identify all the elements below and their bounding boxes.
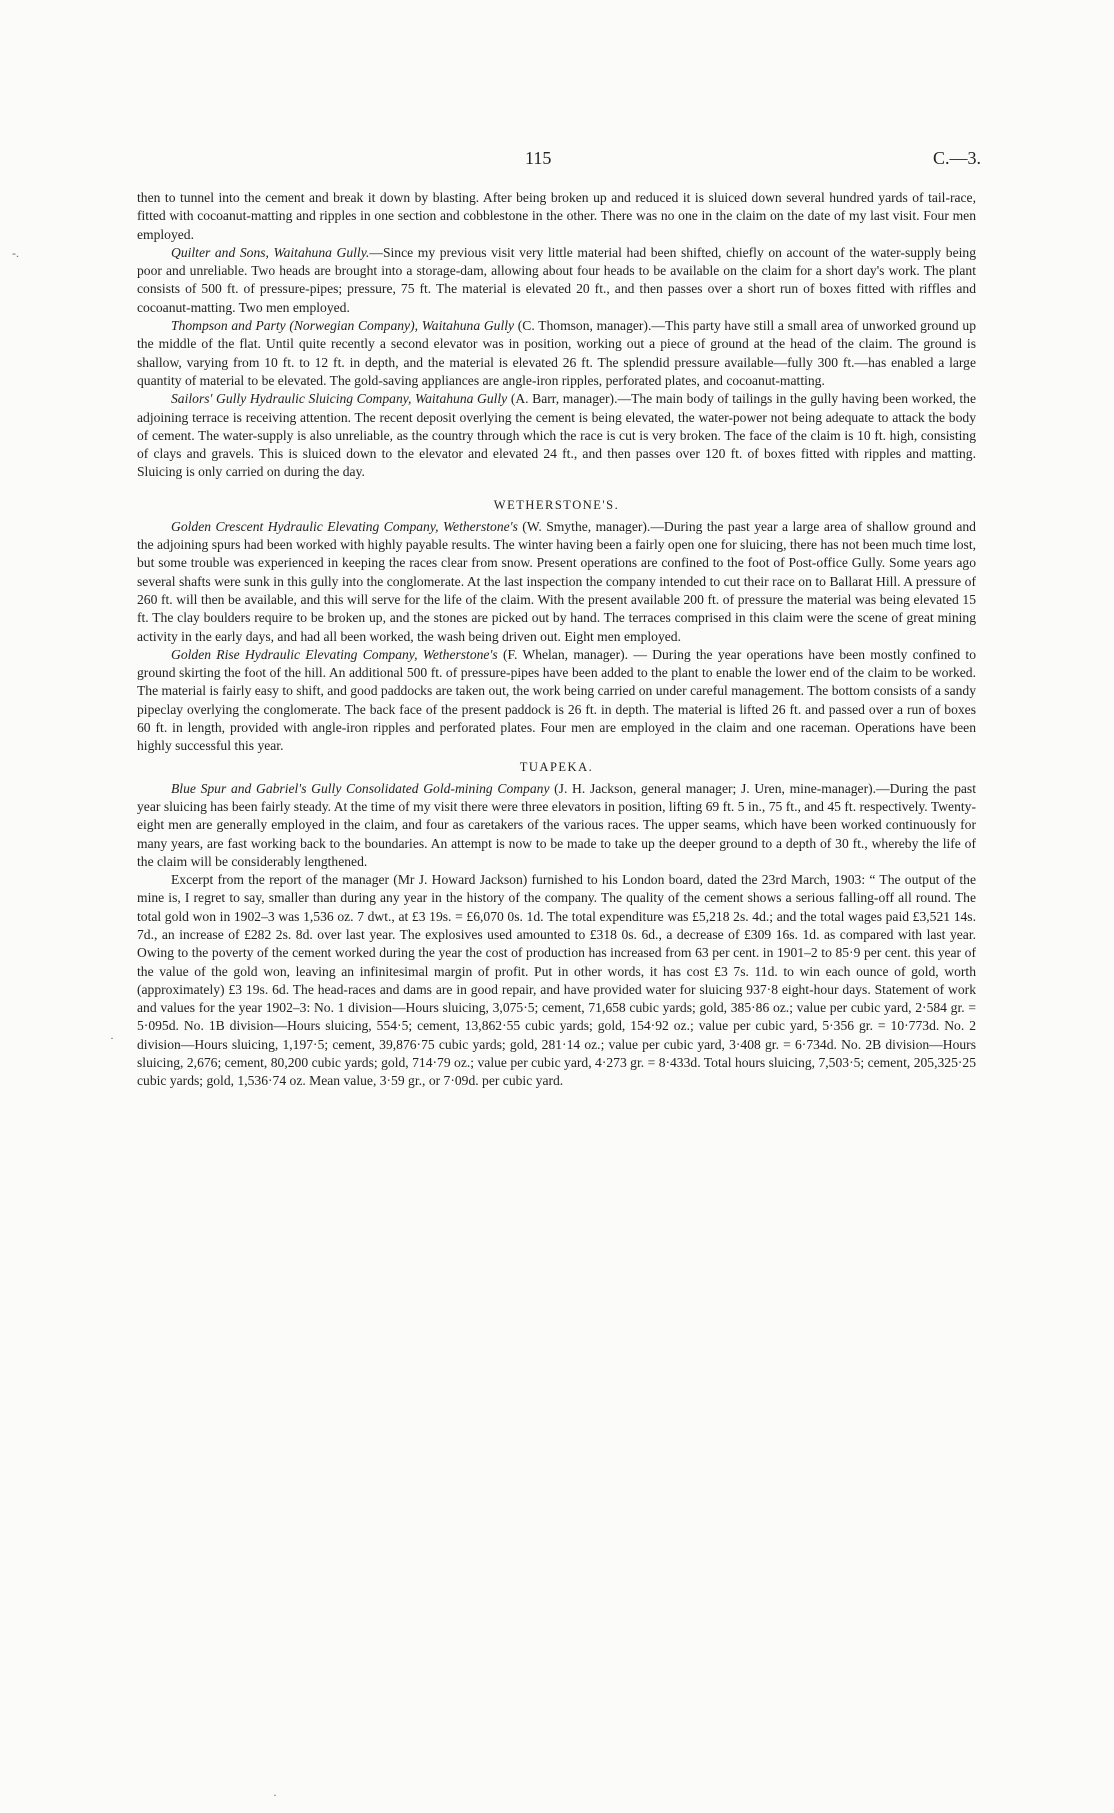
paragraph-manager-report-excerpt: Excerpt from the report of the manager (Mr J. Howard Jackson) furnished to his London board, dated the 23rd March, 1903: “ The output of the mine is, I regret to say, smaller than during any year in the history of the company. The quality of the cement shows a serious falling-off all round. The total gold won in 1902–3 was 1,536 oz. 7 dwt., at £3 19s. = £6,070 0s. 1d. The total expenditure was £5,218 2s. 4d.; and the total wages paid £3,521 14s. 7d., an increase of £282 2s. 8d. over last year. The explosives used amounted to £318 0s. 6d., a decrease of £309 16s. 1d. as compared with last year. Owing to the poverty of the cement worked during the year the cost of production has increased from 63 per cent. in 1901–2 to 85·9 per cent. this year of the value of the gold won, leaving an infinitesimal margin of profit. Put in other words, it has cost £3 7s. 11d. to win each ounce of gold, worth (approximately) £3 19s. 6d. The head-races and dams are in good repair, and have provided water for sluicing 937·8 eight-hour days. Statement of work and values for the year 1902–3: No. 1 division—Hours sluicing, 3,075·5; cement, 71,658 cubic yards; gold, 385·86 oz.; value per cubic yard, 2·584 gr. = 5·095d. No. 1B division—Hours sluicing, 554·5; cement, 13,862·55 cubic yards; gold, 154·92 oz.; value per cubic yard, 5·356 gr. = 10·773d. No. 2 division—Hours sluicing, 1,197·5; cement, 39,876·75 cubic yards; gold, 281·14 oz.; value per cubic yard, 3·408 gr. = 6·734d. No. 2B division—Hours sluicing, 2,676; cement, 80,200 cubic yards; gold, 714·79 oz.; value per cubic yard, 4·273 gr. = 8·433d. Total hours sluicing, 7,503·5; cement, 205,325·25 cubic yards; gold, 1,536·74 oz. Mean value, 3·59 gr., or 7·09d. per cubic yard. xyxy=(137,872,976,1089)
page-header xyxy=(0,148,1114,172)
margin-mark: · xyxy=(273,1788,277,1802)
paragraph-text: (F. Whelan, manager). — During the year operations have been mostly confined to ground skirting the foot of the hill. An additional 500 ft. of pressure-pipes have been added to the plant to enable the lower end of the claim to be worked. The material is fairly easy to shift, and good paddocks are taken out, the work being carried on under careful management. The bottom consists of a sandy pipeclay overlying the conglomerate. The back face of the present paddock is 26 ft. in depth. The material is lifted 26 ft. and passed over a run of boxes 60 ft. in length, provided with angle-iron ripples and perforated plates. Four men are employed in the claim and one raceman. Operations have been highly successful this year. xyxy=(137,646,976,754)
margin-mark: -. xyxy=(12,246,19,260)
paragraph-text: (C. Thomson, manager).—This party have still a small area of unworked ground up the middle of the flat. Until quite recently a second elevator was in position, working out a piece of ground at the head of the claim. The ground is shallow, varying from 10 ft. to 12 ft. in depth, and the material is elevated 26 ft. The splendid pressure available—fully 300 ft.—has enabled a large quantity of material to be elevated. The gold-saving appliances are angle-iron ripples, perforated plates, and cocoanut-matting. xyxy=(137,318,976,388)
claim-title: Blue Spur and Gabriel's Gully Consolidated Gold-mining Company xyxy=(171,780,550,796)
document-body xyxy=(137,189,976,1091)
paragraph-text: (J. H. Jackson, general manager; J. Uren, mine-manager).—During the past year sluicing has been fairly steady. At the time of my visit there were three elevators in position, lifting 69 ft. 5 in., 75 ft., and 45 ft. respectively. Twenty-eight men are generally employed in the claim, and four as caretakers of the various races. The upper seams, which have been worked continuously for many years, are fast working back to the boundaries. An attempt is now to be made to take up the deeper ground to a depth of 30 ft., whereby the life of the claim will be considerably lengthened. xyxy=(137,780,976,869)
section-heading-tuapeka: TUAPEKA. xyxy=(519,759,594,774)
claim-title: Quilter and Sons, Waitahuna Gully. xyxy=(171,244,370,260)
paragraph-text: —Since my previous visit very little material had been shifted, chiefly on account of the water-supply being poor and unreliable. Two heads are brought into a storage-dam, allowing about four heads to be available on the claim for a short day's work. The plant consists of 500 ft. of pressure-pipes; pressure, 75 ft. The material is elevated 20 ft., and then passes over a short run of boxes fitted with riffles and cocoanut-matting. Two men employed. xyxy=(137,244,976,315)
paragraph-quilter-and-sons xyxy=(137,244,976,317)
section-heading-wetherstones: WETHERSTONE'S. xyxy=(493,497,620,512)
margin-mark: · xyxy=(110,1031,114,1045)
paragraph-text: (A. Barr, manager).—The main body of tailings in the gully having been worked, the adjoining terrace is receiving attention. The recent deposit overlying the cement is being elevated, the water-power not being adequate to attack the body of cement. The water-supply is also unreliable, as the country through which the race is cut is very broken. The face of the claim is 10 ft. high, consisting of clays and gravels. This is sluiced down to the elevator and elevated 24 ft., and then passes over 120 ft. of boxes fitted with ripples and matting. Sluicing is only carried on during the day. xyxy=(137,391,976,480)
page-number: 115 xyxy=(525,148,552,168)
paragraph-golden-crescent xyxy=(137,518,976,646)
claim-title: Sailors' Gully Hydraulic Sluicing Company, Waitahuna Gully xyxy=(171,391,508,407)
claim-title: Thompson and Party (Norwegian Company), Waitahuna Gully xyxy=(171,318,515,334)
claim-title: Golden Crescent Hydraulic Elevating Company, Wetherstone's xyxy=(171,518,518,534)
paragraph-continuation: then to tunnel into the cement and break it down by blasting. After being broken up and reduced it is sluiced down several hundred yards of tail-race, fitted with cocoanut-matting and ripples in one section and cobblestone in the other. There was no one in the claim on the date of my last visit. Four men employed. xyxy=(137,190,976,242)
paragraph-sailors-gully xyxy=(137,390,976,481)
paragraph-blue-spur xyxy=(137,780,976,871)
paragraph-thompson-and-party xyxy=(137,317,976,390)
document-reference: C.—3. xyxy=(932,148,981,168)
claim-title: Golden Rise Hydraulic Elevating Company, Wetherstone's xyxy=(171,646,498,662)
paragraph-golden-rise xyxy=(137,646,976,756)
paragraph-text: (W. Smythe, manager).—During the past year a large area of shallow ground and the adjoining spurs had been worked with highly payable results. The winter having been a fairly open one for sluicing, there has not been much time lost, but some trouble was experienced in keeping the races clear from snow. Present operations are confined to the foot of Post-office Gully. Some years ago several shafts were sunk in this gully into the conglomerate. At the last inspection the company intended to cut their race on to Ballarat Hill. A pressure of 260 ft. will then be available, and this will serve for the life of the claim. With the present available 200 ft. of pressure the material was being elevated 15 ft. The clay boulders require to be broken up, and the stones are picked out by hand. The terraces comprised in this claim were the scene of great mining activity in the early days, and had all been worked, the wash being driven out. Eight men employed. xyxy=(137,518,976,644)
